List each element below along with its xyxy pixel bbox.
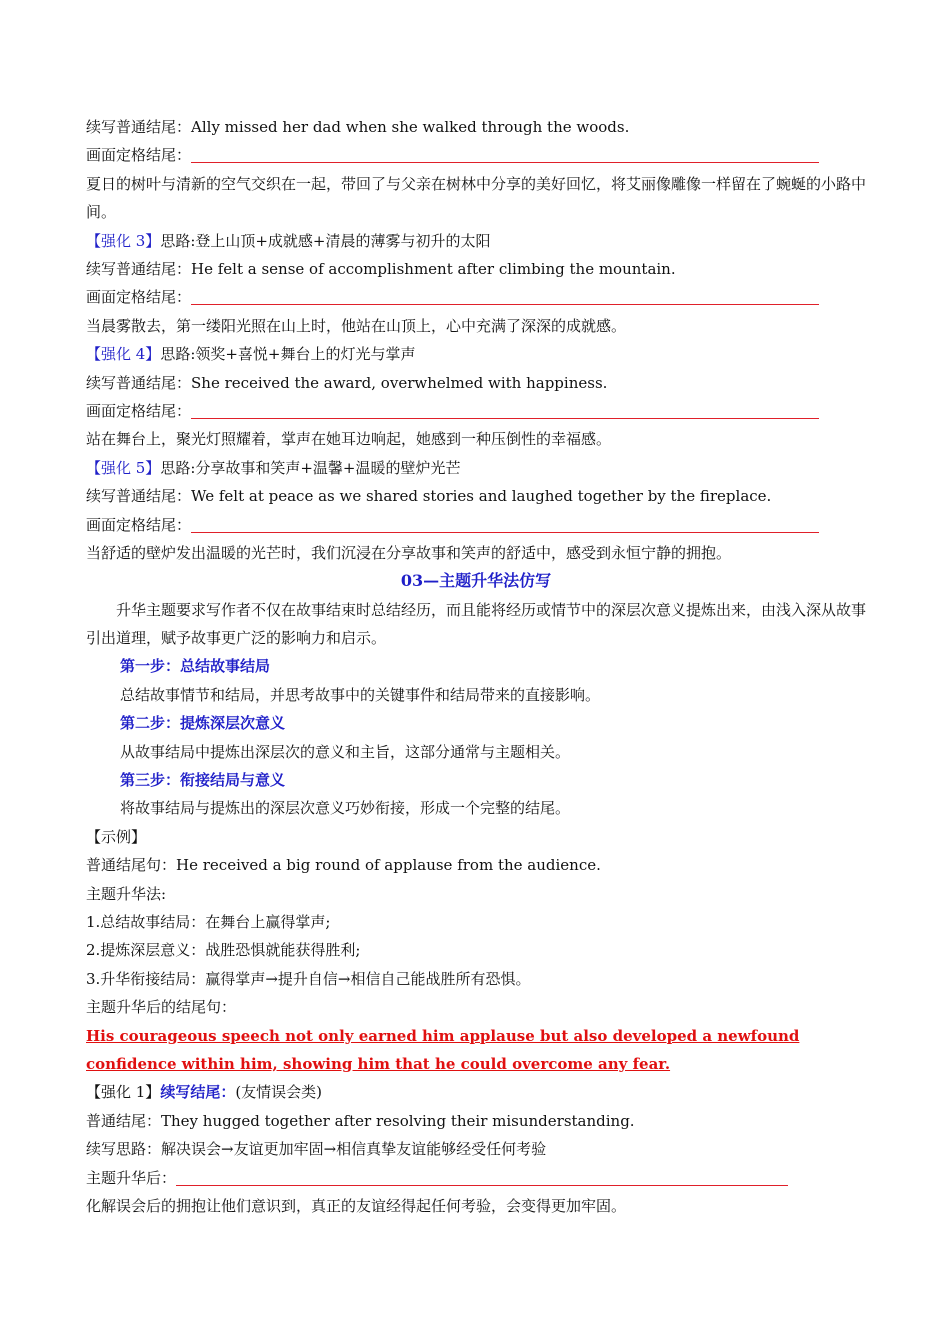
step-2-title: 第二步：提炼深层次意义	[120, 714, 286, 733]
practice-tag: 【强化 5】	[86, 458, 161, 477]
normal-ending-text: He felt a sense of accomplishment after climbing the mountain.	[191, 259, 676, 278]
freeze-ending-line	[86, 283, 866, 311]
practice-idea: 思路:分享故事和笑声+温馨+温暖的壁炉光芒	[160, 458, 461, 477]
normal-ending-line	[86, 369, 866, 397]
normal-ending-label: 续写普通结尾：	[86, 487, 192, 506]
practice-answer: 化解误会后的拥抱让他们意识到，真正的友谊经得起任何考验，会变得更加牢固。	[86, 1196, 627, 1215]
answer-blank[interactable]	[176, 1167, 788, 1186]
normal-ending-text: We felt at peace as we shared stories and laughed together by the fireplace.	[191, 487, 772, 506]
section-intro: 升华主题要求写作者不仅在故事结束时总结经历，而且能将经历或情节中的深层次意义提炼出来，由浅入深从故事引出道理，赋予故事更广泛的影响力和启示。	[86, 600, 867, 648]
practice-after-label: 主题升华后：	[86, 1168, 177, 1187]
practice-normal-text: They hugged together after resolving their misunderstanding.	[161, 1111, 635, 1130]
normal-ending-text: She received the award, overwhelmed with happiness.	[191, 373, 608, 392]
freeze-ending-answer: 站在舞台上，聚光灯照耀着，掌声在她耳边响起，她感到一种压倒性的幸福感。	[86, 430, 612, 449]
example-normal-label: 普通结尾句：	[86, 856, 177, 875]
document-page	[86, 113, 866, 1220]
step-1-title: 第一步：总结故事结局	[120, 657, 271, 676]
step-3-title: 第三步：衔接结局与意义	[120, 771, 286, 790]
practice-tag: 【强化 1】	[86, 1083, 161, 1102]
answer-blank[interactable]	[191, 514, 819, 533]
freeze-ending-label: 画面定格结尾：	[86, 515, 192, 534]
method-step-2: 2.提炼深层意义：战胜恐惧就能获得胜利;	[86, 941, 361, 960]
answer-blank[interactable]	[191, 286, 819, 305]
practice-idea: 思路:领奖+喜悦+舞台上的灯光与掌声	[160, 345, 416, 364]
freeze-ending-label: 画面定格结尾：	[86, 288, 192, 307]
normal-ending-line	[86, 482, 866, 510]
practice-5-idea	[86, 454, 866, 482]
sublimated-ending-sentence: His courageous speech not only earned him applause but also developed a newfound confidence within him, showing him that he could overcome any fear.	[86, 1026, 800, 1073]
normal-ending-label: 续写普通结尾：	[86, 373, 192, 392]
freeze-ending-line	[86, 511, 866, 539]
practice-normal-label: 普通结尾：	[86, 1111, 162, 1130]
freeze-ending-answer: 当晨雾散去，第一缕阳光照在山上时，他站在山顶上，心中充满了深深的成就感。	[86, 316, 627, 335]
practice-title: 续写结尾：	[160, 1083, 236, 1102]
practice-idea: 思路:登上山顶+成就感+清晨的薄雾与初升的太阳	[160, 231, 491, 250]
practice-3-idea	[86, 227, 866, 255]
practice-idea-label: 续写思路：	[86, 1140, 162, 1159]
freeze-ending-line	[86, 397, 866, 425]
practice-normal-line	[86, 1107, 866, 1135]
practice-4-idea	[86, 340, 866, 368]
step-1-text: 总结故事情节和结局，并思考故事中的关键事件和结局带来的直接影响。	[120, 685, 601, 704]
practice-tag: 【强化 4】	[86, 345, 161, 364]
after-label: 主题升华后的结尾句：	[86, 998, 237, 1017]
freeze-ending-answer: 当舒适的壁炉发出温暖的光芒时，我们沉浸在分享故事和笑声的舒适中，感受到永恒宁静的拥抱。	[86, 543, 732, 562]
normal-ending-line	[86, 113, 866, 141]
step-2-text: 从故事结局中提炼出深层次的意义和主旨，这部分通常与主题相关。	[120, 742, 571, 761]
freeze-ending-label: 画面定格结尾：	[86, 401, 192, 420]
practice-category: (友情误会类)	[235, 1083, 323, 1102]
freeze-ending-label: 画面定格结尾：	[86, 146, 192, 165]
normal-ending-line	[86, 255, 866, 283]
method-label: 主题升华法:	[86, 884, 167, 903]
answer-blank[interactable]	[191, 144, 819, 163]
practice-tag: 【强化 3】	[86, 231, 161, 250]
example-normal-line	[86, 851, 866, 879]
section-heading: 03—主题升华法仿写	[400, 571, 552, 591]
normal-ending-label: 续写普通结尾：	[86, 259, 192, 278]
practice-idea-line	[86, 1135, 866, 1163]
practice-idea-text: 解决误会→友谊更加牢固→相信真挚友谊能够经受任何考验	[161, 1140, 547, 1159]
method-step-1: 1.总结故事结局：在舞台上赢得掌声;	[86, 913, 331, 931]
practice-1-title-line	[86, 1078, 866, 1106]
example-label: 【示例】	[86, 827, 147, 846]
normal-ending-label: 续写普通结尾：	[86, 118, 192, 136]
answer-blank[interactable]	[191, 400, 819, 419]
method-step-3: 3.升华衔接结局：赢得掌声→提升自信→相信自己能战胜所有恐惧。	[86, 969, 531, 988]
freeze-ending-answer: 夏日的树叶与清新的空气交织在一起，带回了与父亲在树林中分享的美好回忆，将艾丽像雕像一样留在了蜿蜒的小路中间。	[86, 174, 867, 222]
freeze-ending-line	[86, 141, 866, 169]
example-normal-text: He received a big round of applause from the audience.	[176, 856, 601, 875]
step-3-text: 将故事结局与提炼出的深层次意义巧妙衔接，形成一个完整的结尾。	[120, 799, 571, 818]
practice-after-line	[86, 1164, 866, 1192]
normal-ending-text: Ally missed her dad when she walked through the woods.	[191, 118, 630, 136]
